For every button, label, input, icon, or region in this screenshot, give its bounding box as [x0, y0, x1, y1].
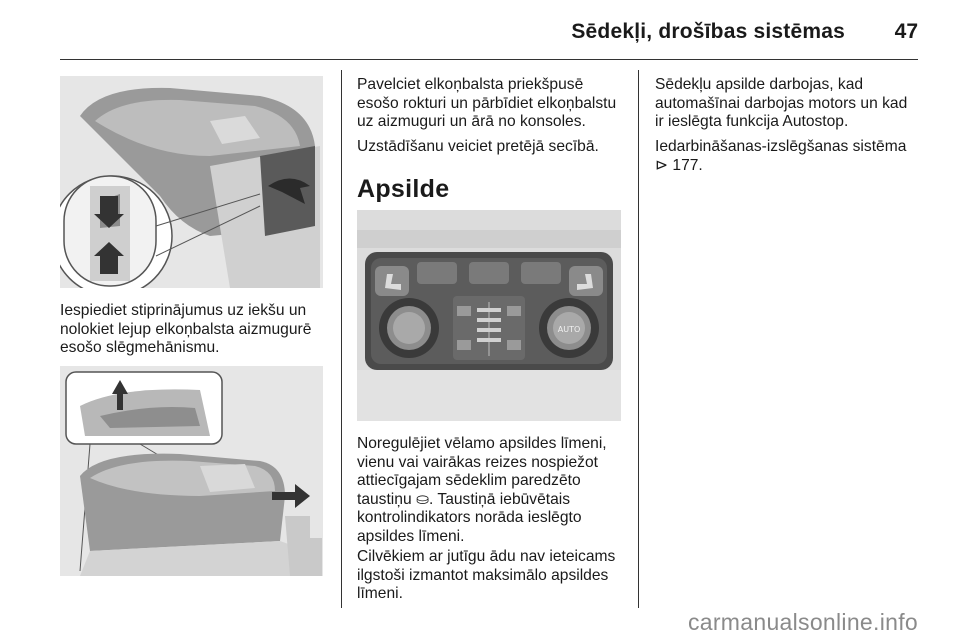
cross-reference [655, 138, 906, 175]
text-line: uz aizmuguri un ārā no konsoles. [357, 113, 586, 130]
armrest-latch-drawing [60, 76, 323, 288]
auto-button-label: AUTO [557, 325, 581, 334]
text-line: Uzstādīšanu veiciet pretējā secībā. [357, 138, 599, 155]
text-line: Iedarbināšanas-izslēgšanas sistēma [655, 138, 907, 155]
text-line: Pavelciet elkoņbalsta priekšpusē [357, 76, 584, 93]
text-line: taustiņu ⛀. Taustiņā iebūvētais [357, 490, 571, 508]
text-line: Noregulējiet vēlamo apsildes līmeni, [357, 435, 607, 452]
climate-panel-drawing [357, 210, 621, 421]
armrest-slide-illustration [60, 366, 323, 576]
header-rule [60, 59, 918, 60]
slide-instruction [357, 76, 616, 132]
text-line: līmeni. [357, 585, 403, 602]
climate-panel-illustration [357, 210, 621, 421]
page-header-title: Sēdekļi, drošības sistēmas [571, 20, 845, 43]
text-line: esošo rokturi un pārbīdiet elkoņbalstu [357, 94, 617, 112]
column-divider-1 [341, 70, 342, 608]
text-line: attiecīgajam sēdeklim paredzēto [357, 472, 581, 489]
armrest-slide-drawing [60, 366, 323, 576]
heating-conditions [655, 76, 907, 132]
page-number: 47 [894, 20, 918, 43]
text-line: esošo slēgmehānismu. [60, 339, 220, 356]
text-line: automašīnai darbojas motors un kad [655, 94, 908, 112]
page-reference-link[interactable]: ⊳ 177. [655, 156, 703, 174]
armrest-latch-illustration [60, 76, 323, 288]
section-heading-apsilde: Apsilde [357, 175, 450, 203]
watermark: carmanualsonline.info [687, 609, 918, 635]
text-line: nolokiet lejup elkoņbalsta aizmugurē [60, 320, 312, 338]
column-divider-2 [638, 70, 639, 608]
text-line: Sēdekļu apsilde darbojas, kad [655, 76, 864, 93]
text-line: ilgstoši izmantot maksimālo apsildes [357, 566, 609, 584]
figure1-caption [60, 302, 311, 358]
sensitive-skin-warning [357, 548, 615, 604]
seat-heating-instruction [357, 435, 607, 546]
text-line: apsildes līmeni. [357, 527, 465, 545]
text-line: ir ieslēgta funkcija Autostop. [655, 113, 849, 130]
text-line: vienu vai vairākas reizes nospiežot [357, 453, 598, 471]
text-line: Cilvēkiem ar jutīgu ādu nav ieteicams [357, 548, 616, 565]
text-line: kontrolindikators norāda ieslēgto [357, 509, 582, 526]
text-line: Iespiediet stiprinājumus uz iekšu un [60, 302, 307, 319]
installation-instruction [357, 138, 599, 157]
